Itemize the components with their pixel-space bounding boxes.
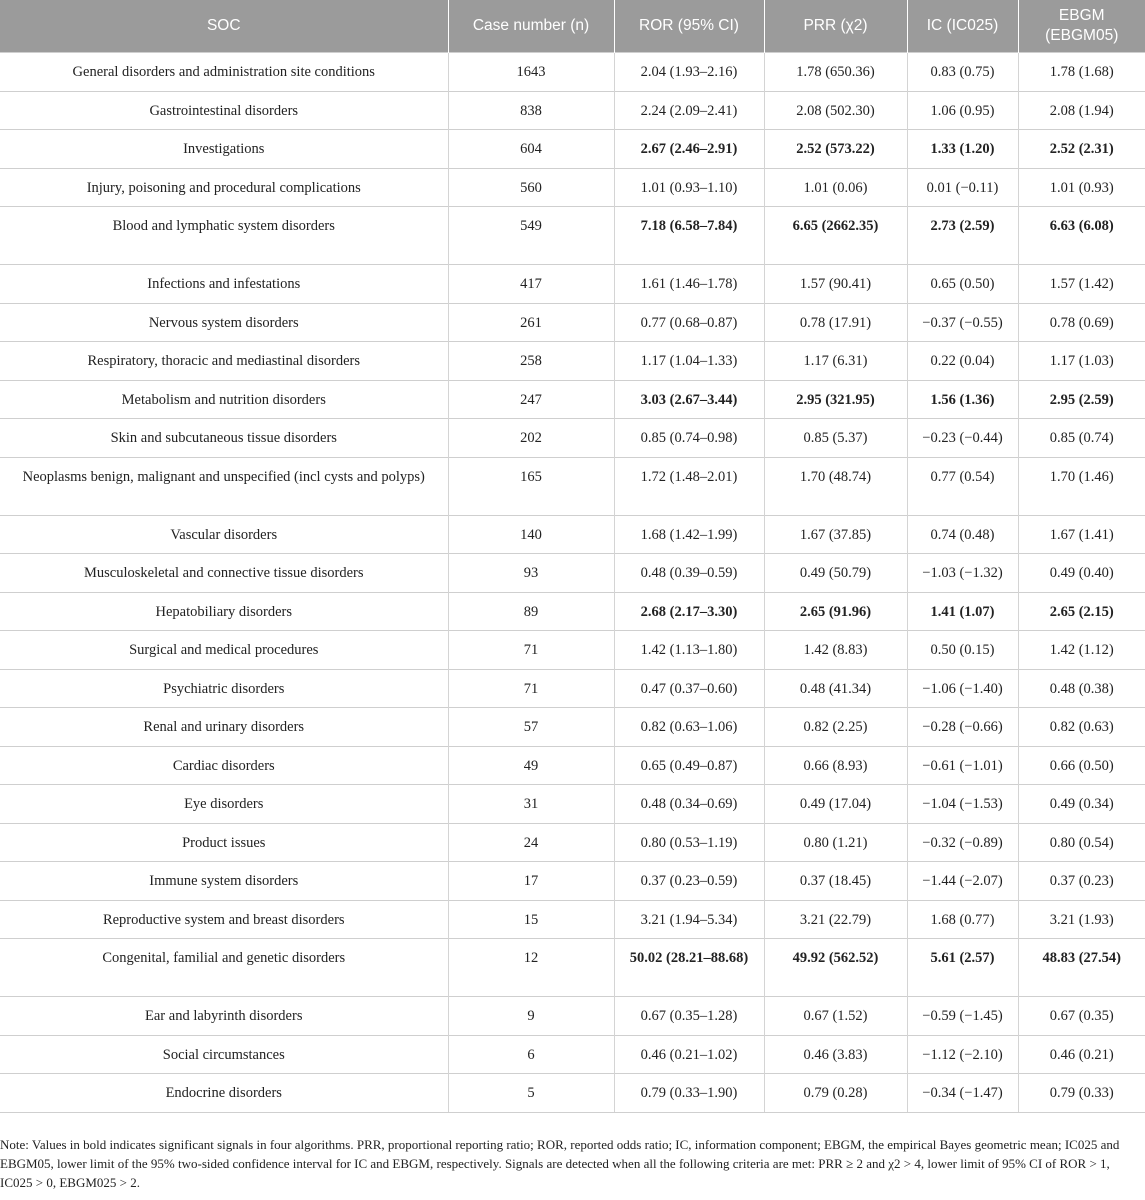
cell-ebgm: 0.49 (0.34) [1018, 785, 1145, 824]
table-row [0, 823, 1145, 862]
cell-soc: Metabolism and nutrition disorders [0, 380, 448, 419]
cell-soc: Gastrointestinal disorders [0, 91, 448, 130]
cell-soc: Musculoskeletal and connective tissue disorders [0, 554, 448, 593]
table-row [0, 592, 1145, 631]
cell-prr: 2.52 (573.22) [764, 130, 907, 169]
header-soc: SOC [0, 0, 448, 53]
cell-ebgm: 0.85 (0.74) [1018, 419, 1145, 458]
cell-ic: 2.73 (2.59) [907, 207, 1018, 265]
cell-ebgm: 48.83 (27.54) [1018, 939, 1145, 997]
cell-case-number: 560 [448, 168, 614, 207]
cell-ic: −0.61 (−1.01) [907, 746, 1018, 785]
cell-ror: 0.65 (0.49–0.87) [614, 746, 764, 785]
cell-ic: 1.41 (1.07) [907, 592, 1018, 631]
cell-ebgm: 1.42 (1.12) [1018, 631, 1145, 670]
table-row [0, 669, 1145, 708]
table-row [0, 708, 1145, 747]
cell-ebgm: 1.17 (1.03) [1018, 342, 1145, 381]
cell-case-number: 258 [448, 342, 614, 381]
cell-ror: 2.68 (2.17–3.30) [614, 592, 764, 631]
cell-prr: 1.57 (90.41) [764, 265, 907, 304]
cell-ror: 0.37 (0.23–0.59) [614, 862, 764, 901]
cell-ebgm: 1.70 (1.46) [1018, 457, 1145, 515]
table-row [0, 746, 1145, 785]
cell-prr: 3.21 (22.79) [764, 900, 907, 939]
cell-soc: Respiratory, thoracic and mediastinal disorders [0, 342, 448, 381]
table-row [0, 265, 1145, 304]
cell-ic: −1.03 (−1.32) [907, 554, 1018, 593]
cell-soc: Social circumstances [0, 1035, 448, 1074]
cell-ebgm: 3.21 (1.93) [1018, 900, 1145, 939]
cell-ebgm: 0.37 (0.23) [1018, 862, 1145, 901]
cell-ror: 2.24 (2.09–2.41) [614, 91, 764, 130]
cell-case-number: 165 [448, 457, 614, 515]
cell-ebgm: 0.46 (0.21) [1018, 1035, 1145, 1074]
cell-ror: 1.01 (0.93–1.10) [614, 168, 764, 207]
cell-case-number: 1643 [448, 53, 614, 92]
cell-prr: 0.46 (3.83) [764, 1035, 907, 1074]
cell-case-number: 6 [448, 1035, 614, 1074]
cell-case-number: 31 [448, 785, 614, 824]
cell-ebgm: 2.52 (2.31) [1018, 130, 1145, 169]
cell-ic: 5.61 (2.57) [907, 939, 1018, 997]
header-ebgm: EBGM (EBGM05) [1018, 0, 1145, 53]
cell-prr: 1.01 (0.06) [764, 168, 907, 207]
cell-ic: 0.01 (−0.11) [907, 168, 1018, 207]
cell-ror: 0.67 (0.35–1.28) [614, 997, 764, 1036]
cell-ic: 1.06 (0.95) [907, 91, 1018, 130]
cell-soc: Endocrine disorders [0, 1074, 448, 1113]
cell-case-number: 49 [448, 746, 614, 785]
cell-ror: 0.48 (0.34–0.69) [614, 785, 764, 824]
cell-ic: 0.65 (0.50) [907, 265, 1018, 304]
cell-ic: −0.23 (−0.44) [907, 419, 1018, 458]
cell-prr: 0.67 (1.52) [764, 997, 907, 1036]
cell-prr: 2.08 (502.30) [764, 91, 907, 130]
cell-soc: Cardiac disorders [0, 746, 448, 785]
table-row [0, 53, 1145, 92]
table-row [0, 785, 1145, 824]
cell-ic: 1.68 (0.77) [907, 900, 1018, 939]
cell-prr: 0.48 (41.34) [764, 669, 907, 708]
cell-soc: Vascular disorders [0, 515, 448, 554]
cell-prr: 1.78 (650.36) [764, 53, 907, 92]
cell-ror: 0.85 (0.74–0.98) [614, 419, 764, 458]
cell-ebgm: 0.80 (0.54) [1018, 823, 1145, 862]
cell-prr: 0.49 (17.04) [764, 785, 907, 824]
table-row [0, 207, 1145, 265]
cell-ic: 1.56 (1.36) [907, 380, 1018, 419]
cell-ror: 0.46 (0.21–1.02) [614, 1035, 764, 1074]
table-row [0, 168, 1145, 207]
cell-ic: 0.74 (0.48) [907, 515, 1018, 554]
table-row [0, 91, 1145, 130]
cell-prr: 1.67 (37.85) [764, 515, 907, 554]
table-note: Note: Values in bold indicates significant signals in four algorithms. PRR, proportional reporting ratio; ROR, reported odds ratio; IC, information component; EBGM, the empirical Bayes geometric mean; IC025 and EBGM05, lower limit of the 95% two-sided confidence interval for IC and EBGM, respectively. Signals are detected when all the following criteria are met: PRR ≥ 2 and χ2 > 4, lower limit of 95% CI of ROR > 1, IC025 > 0, EBGM025 > 2. [0, 1137, 1120, 1190]
cell-case-number: 202 [448, 419, 614, 458]
table-row [0, 900, 1145, 939]
cell-ebgm: 2.95 (2.59) [1018, 380, 1145, 419]
cell-ror: 50.02 (28.21–88.68) [614, 939, 764, 997]
cell-case-number: 57 [448, 708, 614, 747]
cell-prr: 1.42 (8.83) [764, 631, 907, 670]
cell-soc: Product issues [0, 823, 448, 862]
cell-soc: Skin and subcutaneous tissue disorders [0, 419, 448, 458]
cell-ror: 0.47 (0.37–0.60) [614, 669, 764, 708]
cell-case-number: 261 [448, 303, 614, 342]
cell-case-number: 15 [448, 900, 614, 939]
cell-ic: 0.83 (0.75) [907, 53, 1018, 92]
cell-case-number: 5 [448, 1074, 614, 1113]
cell-case-number: 71 [448, 631, 614, 670]
cell-ror: 3.21 (1.94–5.34) [614, 900, 764, 939]
cell-prr: 0.78 (17.91) [764, 303, 907, 342]
cell-prr: 0.37 (18.45) [764, 862, 907, 901]
table-row [0, 380, 1145, 419]
cell-soc: Nervous system disorders [0, 303, 448, 342]
cell-ror: 0.77 (0.68–0.87) [614, 303, 764, 342]
cell-soc: Reproductive system and breast disorders [0, 900, 448, 939]
cell-ebgm: 0.82 (0.63) [1018, 708, 1145, 747]
cell-ebgm: 0.66 (0.50) [1018, 746, 1145, 785]
cell-ic: 0.22 (0.04) [907, 342, 1018, 381]
cell-ror: 0.79 (0.33–1.90) [614, 1074, 764, 1113]
cell-ic: 0.77 (0.54) [907, 457, 1018, 515]
cell-case-number: 17 [448, 862, 614, 901]
cell-soc: Surgical and medical procedures [0, 631, 448, 670]
cell-ebgm: 2.65 (2.15) [1018, 592, 1145, 631]
cell-ic: −0.34 (−1.47) [907, 1074, 1018, 1113]
cell-soc: Injury, poisoning and procedural complications [0, 168, 448, 207]
cell-soc: Hepatobiliary disorders [0, 592, 448, 631]
cell-soc: Neoplasms benign, malignant and unspecified (incl cysts and polyps) [0, 457, 448, 515]
cell-case-number: 93 [448, 554, 614, 593]
cell-soc: Investigations [0, 130, 448, 169]
table-row [0, 419, 1145, 458]
cell-case-number: 24 [448, 823, 614, 862]
cell-ic: 0.50 (0.15) [907, 631, 1018, 670]
table-row [0, 1035, 1145, 1074]
cell-soc: Immune system disorders [0, 862, 448, 901]
cell-ebgm: 1.78 (1.68) [1018, 53, 1145, 92]
cell-ror: 0.82 (0.63–1.06) [614, 708, 764, 747]
cell-ror: 7.18 (6.58–7.84) [614, 207, 764, 265]
cell-prr: 0.79 (0.28) [764, 1074, 907, 1113]
header-prr: PRR (χ2) [764, 0, 907, 53]
cell-soc: Eye disorders [0, 785, 448, 824]
cell-prr: 2.95 (321.95) [764, 380, 907, 419]
table-row [0, 554, 1145, 593]
cell-soc: Renal and urinary disorders [0, 708, 448, 747]
cell-ebgm: 6.63 (6.08) [1018, 207, 1145, 265]
table-row [0, 1074, 1145, 1113]
cell-ror: 1.72 (1.48–2.01) [614, 457, 764, 515]
cell-case-number: 12 [448, 939, 614, 997]
table-row [0, 457, 1145, 515]
cell-ror: 1.68 (1.42–1.99) [614, 515, 764, 554]
table-row [0, 303, 1145, 342]
cell-ror: 1.17 (1.04–1.33) [614, 342, 764, 381]
table-row [0, 862, 1145, 901]
header-ic: IC (IC025) [907, 0, 1018, 53]
cell-ic: −0.28 (−0.66) [907, 708, 1018, 747]
cell-ebgm: 1.01 (0.93) [1018, 168, 1145, 207]
cell-ic: 1.33 (1.20) [907, 130, 1018, 169]
table-row [0, 130, 1145, 169]
cell-case-number: 140 [448, 515, 614, 554]
cell-ic: −0.59 (−1.45) [907, 997, 1018, 1036]
table-row [0, 939, 1145, 997]
cell-ebgm: 1.67 (1.41) [1018, 515, 1145, 554]
cell-soc: Psychiatric disorders [0, 669, 448, 708]
cell-soc: Congenital, familial and genetic disorders [0, 939, 448, 997]
cell-ic: −1.04 (−1.53) [907, 785, 1018, 824]
cell-case-number: 71 [448, 669, 614, 708]
cell-prr: 0.82 (2.25) [764, 708, 907, 747]
table-header-row [0, 0, 1145, 53]
cell-ic: −1.44 (−2.07) [907, 862, 1018, 901]
cell-ic: −1.12 (−2.10) [907, 1035, 1018, 1074]
header-ror: ROR (95% CI) [614, 0, 764, 53]
cell-ror: 1.42 (1.13–1.80) [614, 631, 764, 670]
cell-prr: 6.65 (2662.35) [764, 207, 907, 265]
cell-ebgm: 0.49 (0.40) [1018, 554, 1145, 593]
header-case-number: Case number (n) [448, 0, 614, 53]
cell-prr: 0.49 (50.79) [764, 554, 907, 593]
cell-prr: 1.70 (48.74) [764, 457, 907, 515]
cell-soc: Infections and infestations [0, 265, 448, 304]
cell-prr: 0.66 (8.93) [764, 746, 907, 785]
cell-ror: 0.80 (0.53–1.19) [614, 823, 764, 862]
cell-case-number: 89 [448, 592, 614, 631]
cell-ror: 0.48 (0.39–0.59) [614, 554, 764, 593]
cell-case-number: 9 [448, 997, 614, 1036]
table-row [0, 515, 1145, 554]
cell-prr: 0.85 (5.37) [764, 419, 907, 458]
cell-ror: 1.61 (1.46–1.78) [614, 265, 764, 304]
cell-soc: General disorders and administration site conditions [0, 53, 448, 92]
cell-ebgm: 0.79 (0.33) [1018, 1074, 1145, 1113]
cell-ic: −0.32 (−0.89) [907, 823, 1018, 862]
table-row [0, 631, 1145, 670]
cell-prr: 2.65 (91.96) [764, 592, 907, 631]
cell-ebgm: 0.78 (0.69) [1018, 303, 1145, 342]
cell-ebgm: 1.57 (1.42) [1018, 265, 1145, 304]
cell-ic: −1.06 (−1.40) [907, 669, 1018, 708]
cell-prr: 1.17 (6.31) [764, 342, 907, 381]
table-row [0, 997, 1145, 1036]
table-body [0, 53, 1145, 1113]
cell-case-number: 549 [448, 207, 614, 265]
cell-ror: 3.03 (2.67–3.44) [614, 380, 764, 419]
cell-case-number: 417 [448, 265, 614, 304]
cell-ic: −0.37 (−0.55) [907, 303, 1018, 342]
cell-ror: 2.04 (1.93–2.16) [614, 53, 764, 92]
cell-ebgm: 0.48 (0.38) [1018, 669, 1145, 708]
cell-ebgm: 2.08 (1.94) [1018, 91, 1145, 130]
cell-ebgm: 0.67 (0.35) [1018, 997, 1145, 1036]
cell-prr: 0.80 (1.21) [764, 823, 907, 862]
cell-case-number: 838 [448, 91, 614, 130]
cell-case-number: 604 [448, 130, 614, 169]
table-row [0, 342, 1145, 381]
cell-ror: 2.67 (2.46–2.91) [614, 130, 764, 169]
cell-soc: Blood and lymphatic system disorders [0, 207, 448, 265]
cell-case-number: 247 [448, 380, 614, 419]
cell-prr: 49.92 (562.52) [764, 939, 907, 997]
cell-soc: Ear and labyrinth disorders [0, 997, 448, 1036]
